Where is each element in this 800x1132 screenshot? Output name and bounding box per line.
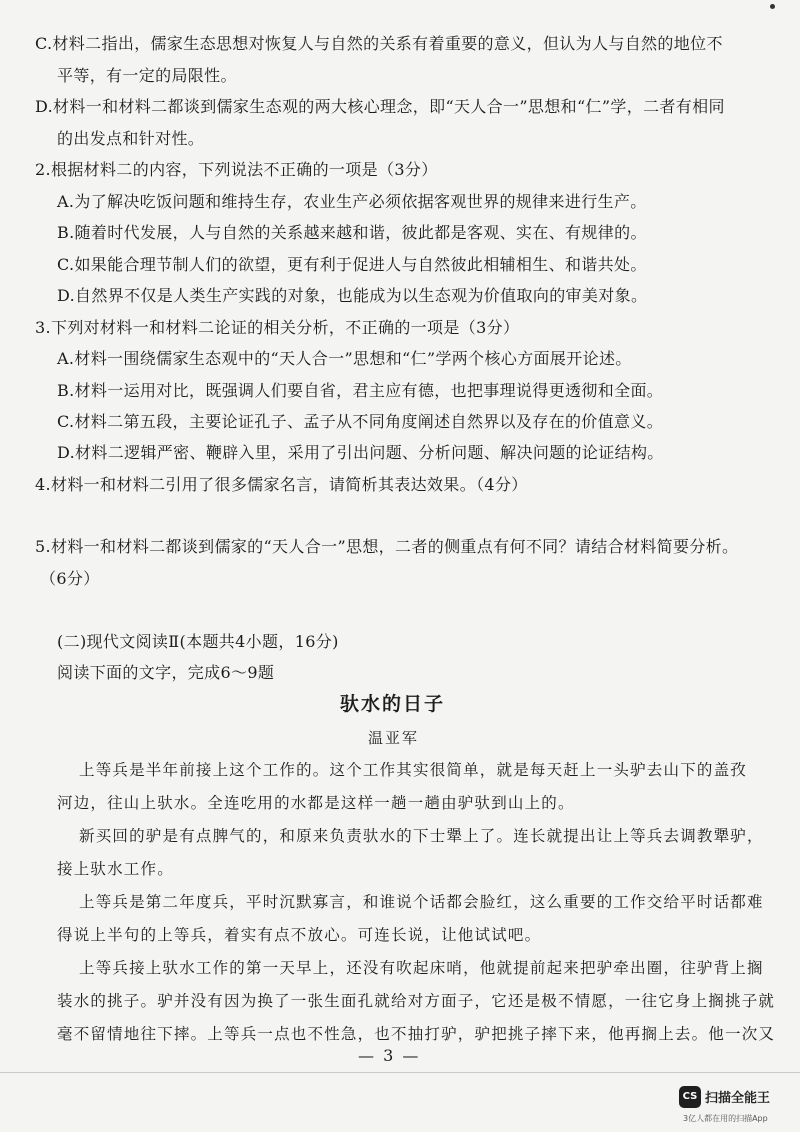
paragraph-1-line-2: 河边，往山上驮水。全连吃用的水都是这样一趟一趟由驴驮到山上的。: [57, 794, 575, 812]
paragraph-3-line-2: 得说上半句的上等兵，着实有点不放心。可连长说，让他试试吧。: [57, 926, 542, 944]
footer-divider: [0, 1072, 800, 1073]
question-2: 2.根据材料二的内容，下列说法不正确的一项是（3分）: [35, 160, 438, 179]
passage-title: 驮水的日子: [340, 693, 446, 715]
paragraph-2-line-2: 接上驮水工作。: [57, 860, 174, 878]
camscanner-name: 扫描全能王: [705, 1091, 771, 1106]
q2-option-d: D.自然界不仅是人类生产实践的对象，也能成为以生态观为价值取向的审美对象。: [57, 286, 648, 305]
option-1c-cont: 平等，有一定的局限性。: [57, 66, 237, 85]
q3-option-b: B.材料一运用对比，既强调人们要自省，君主应有德，也把事理说得更透彻和全面。: [57, 381, 664, 400]
page-number: — 3 —: [358, 1046, 421, 1065]
q3-option-c: C.材料二第五段，主要论证孔子、孟子从不同角度阐述自然界以及存在的价值意义。: [57, 412, 664, 431]
camscanner-tagline: 3亿人都在用的扫描App: [683, 1114, 768, 1123]
option-1d: D.材料一和材料二都谈到儒家生态观的两大核心理念，即“天人合一”思想和“仁”学，二者有相同: [35, 97, 725, 116]
question-5: 5.材料一和材料二都谈到儒家的“天人合一”思想，二者的侧重点有何不同？请结合材料简要分析。: [35, 537, 739, 556]
camscanner-logo-icon: CS: [679, 1086, 701, 1108]
q2-option-b: B.随着时代发展，人与自然的关系越来越和谐，彼此都是客观、实在、有规律的。: [57, 223, 647, 242]
reading-instruction: 阅读下面的文字，完成6～9题: [57, 663, 275, 682]
paragraph-3-line-1: 上等兵是第二年度兵，平时沉默寡言，和谁说个话都会脸红，这么重要的工作交给平时话都难: [79, 893, 764, 911]
question-3: 3.下列对材料一和材料二论证的相关分析，不正确的一项是（3分）: [35, 318, 520, 337]
scan-speck: [770, 4, 775, 9]
paragraph-4-line-3: 毫不留情地往下摔。上等兵一点也不性急，也不抽打驴，驴把挑子摔下来，他再搁上去。他一次又: [57, 1025, 776, 1043]
paragraph-2-line-1: 新买回的驴是有点脾气的，和原来负责驮水的下士犟上了。连长就提出让上等兵去调教犟驴，: [79, 827, 764, 845]
scanner-watermark: [679, 1082, 791, 1124]
q3-option-d: D.材料二逻辑严密、鞭辟入里，采用了引出问题、分析问题、解决问题的论证结构。: [57, 443, 664, 462]
paragraph-4-line-1: 上等兵接上驮水工作的第一天早上，还没有吹起床哨，他就提前起来把驴牵出圈，往驴背上搁: [79, 959, 764, 977]
question-4: 4.材料一和材料二引用了很多儒家名言，请简析其表达效果。（4分）: [35, 475, 528, 494]
q2-option-c: C.如果能合理节制人们的欲望，更有利于促进人与自然彼此相辅相生、和谐共处。: [57, 255, 647, 274]
paragraph-1-line-1: 上等兵是半年前接上这个工作的。这个工作其实很简单，就是每天赶上一头驴去山下的盖孜: [79, 761, 748, 779]
option-1d-cont: 的出发点和针对性。: [57, 129, 205, 148]
paragraph-4-line-2: 装水的挑子。驴并没有因为换了一张生面孔就给对方面子，它还是极不情愿，一往它身上搁挑子就: [57, 992, 776, 1010]
question-5-points: （6分）: [40, 569, 100, 588]
q2-option-a: A.为了解决吃饭问题和维持生存，农业生产必须依据客观世界的规律来进行生产。: [57, 192, 647, 211]
q3-option-a: A.材料一围绕儒家生态观中的“天人合一”思想和“仁”学两个核心方面展开论述。: [57, 349, 632, 368]
passage-author: 温亚军: [368, 729, 420, 747]
option-1c: C.材料二指出，儒家生态思想对恢复人与自然的关系有着重要的意义，但认为人与自然的地位不: [35, 34, 723, 53]
section-heading: (二)现代文阅读Ⅱ(本题共4小题，16分): [57, 632, 339, 651]
